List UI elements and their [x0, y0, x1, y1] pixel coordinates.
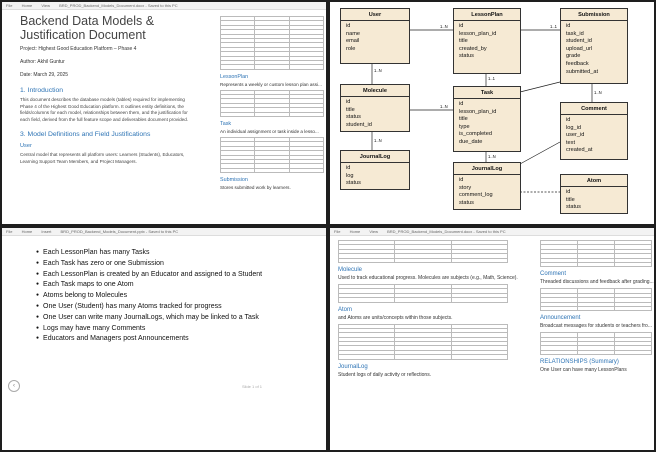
mult-label: 1..1 — [488, 76, 495, 81]
field: type — [459, 123, 470, 130]
field: title — [346, 106, 355, 113]
menu-file[interactable]: File — [6, 229, 13, 234]
entity-submission[interactable] — [560, 8, 628, 84]
entity-journallog-a[interactable] — [340, 150, 410, 190]
lessonplan-fields-table — [220, 90, 324, 117]
section-models-heading: 3. Model Definitions and Field Justifications — [20, 131, 151, 139]
bullet-item: ● Each Task has zero or one Submission — [36, 259, 262, 270]
submission-heading: Submission — [220, 177, 248, 184]
mult-label: 1..N — [594, 90, 602, 95]
field: is_completed — [459, 131, 492, 138]
section-intro-body: This document describes the database models (tables) required for implementing Phase 4 of the Highest Good Education platform. It outlines entity definitions, the fields/columns for each model, relationships between them, and the justification for each field, derived from the full feature scope and deliverables document provided. — [20, 97, 189, 122]
field: feedback — [566, 60, 589, 67]
slide-filename: BRD_PROD_Backend_Models_Document.pptx - Saved to this PC — [60, 229, 179, 234]
er-diagram-window — [330, 2, 654, 224]
field: student_id — [566, 38, 592, 45]
comment-table — [540, 288, 652, 311]
field: comment_log — [459, 192, 493, 199]
field: id — [459, 23, 464, 29]
slideshow-window — [2, 228, 326, 450]
menu-home[interactable]: Home — [21, 229, 33, 234]
slide-toolbar[interactable] — [2, 228, 326, 236]
doc-left-column — [338, 240, 518, 381]
entity-lessonplan-fields — [454, 21, 520, 63]
entity-atom[interactable] — [560, 174, 628, 214]
document-title: Backend Data Models & Justification Document — [20, 14, 155, 42]
field: student_id — [346, 121, 372, 128]
bullet-item: ● Each Task maps to one Atom — [36, 280, 262, 291]
bullet-item: ● One User (Student) has many Atoms tracked for progress — [36, 302, 262, 313]
entity-task[interactable] — [453, 86, 521, 152]
document-toolbar[interactable] — [330, 228, 654, 236]
entity-molecule[interactable] — [340, 84, 410, 132]
bullet-item: ● Each LessonPlan has many Tasks — [36, 248, 262, 259]
field: id — [346, 165, 351, 171]
entity-atom-title: Atom — [561, 175, 627, 187]
field: id — [566, 189, 571, 195]
doc-right-column — [540, 240, 652, 376]
molecule-heading: Molecule — [338, 266, 363, 273]
field: text — [566, 139, 576, 146]
announcement-desc: Broadcast messages for students or teachers fro... — [540, 323, 652, 330]
project-line: Project: Highest Good Education Platform – Phase 4 — [20, 46, 137, 52]
previous-slide-button[interactable]: ‹ — [8, 380, 20, 392]
mult-label: 1..1 — [550, 24, 557, 29]
entity-molecule-title: Molecule — [341, 85, 409, 97]
field: id — [346, 23, 351, 29]
field: grade — [566, 53, 581, 60]
relationship-item: One User can have many LessonPlans — [540, 367, 627, 374]
slide-number: Slide 1 of 1 — [242, 384, 263, 389]
entity-user-fields — [341, 21, 409, 55]
entity-task-title: Task — [454, 87, 520, 99]
user-fields-table — [220, 16, 324, 70]
field: submitted_at — [566, 68, 599, 75]
field: title — [566, 196, 575, 203]
model-tables-column — [220, 16, 324, 193]
task-fields-table — [220, 137, 324, 173]
mult-label: 1..N — [440, 24, 448, 29]
menu-file[interactable]: File — [6, 3, 13, 8]
comment-heading: Comment — [540, 271, 567, 278]
journallog-desc: Student logs of daily activity or reflections. — [338, 371, 432, 378]
field: id — [459, 101, 464, 107]
author-line: Author: Akhil Guntur — [20, 59, 65, 65]
menu-home[interactable]: Home — [349, 229, 361, 234]
mult-label: 1..N — [440, 104, 448, 109]
field: id — [346, 99, 351, 105]
document-body — [20, 14, 196, 166]
field: due_date — [459, 138, 483, 145]
entity-journallog-b-fields — [454, 175, 520, 209]
field: created_by — [459, 45, 487, 52]
bullet-item: ● Logs may have many Comments — [36, 324, 262, 335]
entity-lessonplan[interactable] — [453, 8, 521, 74]
entity-comment[interactable] — [560, 102, 628, 160]
slide-canvas — [2, 238, 326, 450]
field: status — [459, 53, 474, 60]
field: story — [459, 184, 472, 191]
molecule-table — [338, 284, 508, 303]
bullet-list — [36, 248, 262, 345]
entity-lessonplan-title: LessonPlan — [454, 9, 520, 21]
entity-journallog-a-title: JournalLog — [341, 151, 409, 163]
menu-insert[interactable]: Insert — [41, 229, 52, 234]
journallog-heading: JournalLog — [338, 363, 368, 370]
field: lesson_plan_id — [459, 108, 497, 115]
entity-atom-fields — [561, 187, 627, 214]
entity-comment-fields — [561, 115, 627, 157]
menu-view[interactable]: View — [369, 229, 378, 234]
entity-comment-title: Comment — [561, 103, 627, 115]
table-block — [338, 240, 508, 263]
atom-desc: and Atoms are units/concepts within those subjects. — [338, 314, 453, 321]
bullet-item: ● One User can write many JournalLogs, which may be linked to a Task — [36, 313, 262, 324]
entity-submission-title: Submission — [561, 9, 627, 21]
field: lesson_plan_id — [459, 30, 497, 37]
bullet-item: ● Each LessonPlan is created by an Educator and assigned to a Student — [36, 270, 262, 281]
field: name — [346, 30, 360, 37]
date-line: Date: March 29, 2025 — [20, 72, 69, 78]
entity-task-fields — [454, 99, 520, 149]
document-filename: BRD_PROD_Backend_Models_Document.docx - Saved to this PC — [387, 229, 506, 234]
announcement-table — [540, 332, 652, 355]
submission-desc: Stores submitted work by learners. — [220, 185, 291, 191]
entity-journallog-b[interactable] — [453, 162, 521, 210]
entity-user-title: User — [341, 9, 409, 21]
menu-view[interactable]: View — [41, 3, 50, 8]
menu-home[interactable]: Home — [21, 3, 33, 8]
field: created_at — [566, 147, 593, 154]
relationships-heading: RELATIONSHIPS (Summary) — [540, 359, 619, 366]
field: role — [346, 45, 356, 52]
mult-label: 1..N — [374, 68, 382, 73]
atom-table — [338, 324, 508, 360]
entity-user[interactable] — [340, 8, 410, 64]
section-intro-heading: 1. Introduction — [20, 87, 64, 94]
molecule-desc: Used to track educational progress. Molecules are subjects (e.g., Math, Science). — [338, 274, 518, 281]
field: email — [346, 38, 360, 45]
menu-file[interactable]: File — [334, 229, 341, 234]
field: log_id — [566, 124, 581, 131]
table-block — [540, 240, 652, 267]
lessonplan-desc: Represents a weekly or custom lesson plan assi... — [220, 81, 322, 87]
mult-label: 1..N — [488, 154, 496, 159]
field: title — [459, 38, 468, 45]
user-body: Central model that represents all platform users: Learners (Students), Educators, Learning Support Team Members, and Project Managers. — [20, 152, 185, 164]
document-filename: BRD_PROD_Backend_Models_Document.docx - Saved to this PC — [59, 3, 178, 8]
field: id — [566, 23, 571, 29]
field: id — [566, 117, 571, 123]
field: task_id — [566, 30, 584, 37]
field: status — [566, 204, 581, 211]
document-toolbar[interactable] — [2, 2, 326, 10]
field: status — [346, 114, 361, 121]
field: user_id — [566, 132, 585, 139]
user-heading: User — [20, 143, 32, 150]
document-window-top-left — [2, 2, 326, 224]
field: status — [346, 180, 361, 187]
field: id — [459, 177, 464, 183]
field: upload_url — [566, 45, 593, 52]
bullet-item: ● Educators and Managers post Announcements — [36, 334, 262, 345]
lessonplan-heading: LessonPlan — [220, 73, 249, 80]
document-window-bottom-right — [330, 228, 654, 450]
mult-label: 1..N — [374, 138, 382, 143]
entity-journallog-b-title: JournalLog — [454, 163, 520, 175]
field: status — [459, 199, 474, 206]
comment-desc: Threaded discussions and feedback after grading... — [540, 279, 654, 286]
entity-molecule-fields — [341, 97, 409, 131]
announcement-heading: Announcement — [540, 315, 581, 322]
field: title — [459, 116, 468, 123]
task-desc: An individual assignment or task inside a lesso... — [220, 129, 319, 135]
task-heading: Task — [220, 121, 232, 128]
atom-heading: Atom — [338, 306, 353, 313]
bullet-item: ● Atoms belong to Molecules — [36, 291, 262, 302]
field: log — [346, 172, 354, 179]
entity-submission-fields — [561, 21, 627, 78]
entity-journallog-a-fields — [341, 163, 409, 190]
